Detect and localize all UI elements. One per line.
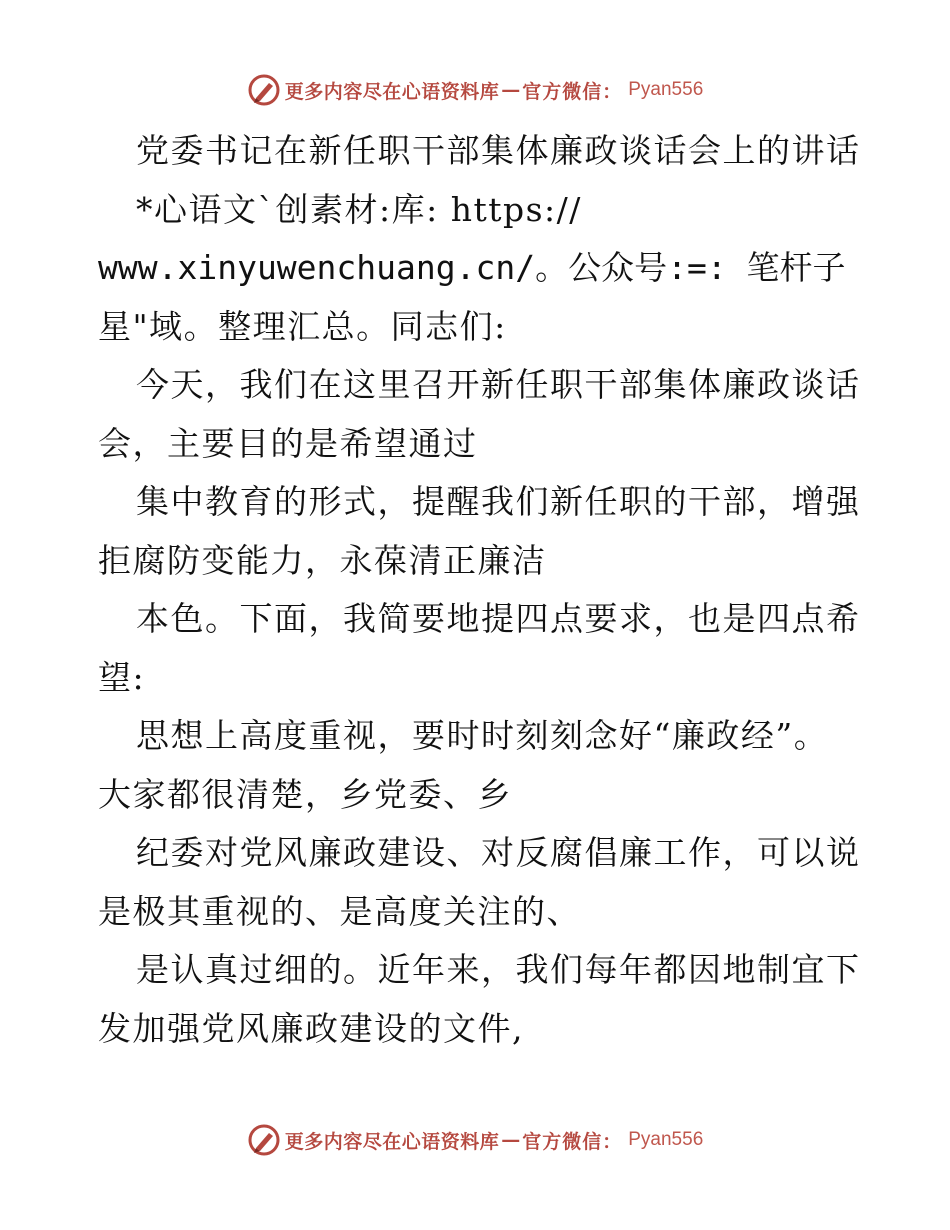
text-line: www.xinyuwenchuang.cn/。公众号:=: 笔杆子	[98, 248, 846, 287]
banner-site-text: 更多内容尽在心语资料库	[284, 1130, 500, 1153]
banner-wechat-label: 官方微信：	[522, 80, 623, 103]
banner-separator: —	[501, 1129, 521, 1151]
text-line: 拒腐防变能力，永葆清正廉洁	[98, 540, 547, 580]
text-line: 本色。下面，我简要地提四点要求，也是四点希	[136, 599, 861, 638]
text-line: 是极其重视的、是高度关注的、	[98, 891, 581, 931]
document-body	[98, 122, 861, 1058]
text-line: 思想上高度重视，要时时刻刻念好“廉政经”。	[136, 716, 829, 755]
banner-site-text: 更多内容尽在心语资料库	[284, 80, 500, 103]
text-line: 大家都很清楚，乡党委、乡	[98, 774, 512, 814]
banner-wechat-id: Pyan556	[628, 79, 704, 100]
text-line: 发加强党风廉政建设的文件,	[98, 1008, 524, 1048]
banner-wechat-label: 官方微信：	[522, 1130, 623, 1153]
text-line: 会，主要目的是希望通过	[98, 423, 478, 463]
footer-watermark-banner	[0, 1120, 950, 1160]
pen-logo-icon	[247, 73, 281, 107]
text-line: 今天，我们在这里召开新任职干部集体廉政谈话	[136, 365, 861, 404]
text-line: 星"域。整理汇总。同志们:	[98, 306, 507, 346]
text-line: 纪委对党风廉政建设、对反腐倡廉工作，可以说	[136, 833, 861, 872]
pen-logo-icon	[247, 1123, 281, 1157]
banner-separator: —	[501, 79, 521, 101]
text-line: 望:	[98, 657, 146, 697]
header-watermark-banner	[0, 70, 950, 110]
text-line: *心语文ˋ创素材:库: https://	[136, 189, 582, 229]
text-line: 集中教育的形式，提醒我们新任职的干部，增强	[136, 482, 861, 521]
banner-wechat-id: Pyan556	[628, 1129, 704, 1150]
document-title: 党委书记在新任职干部集体廉政谈话会上的讲话	[136, 131, 861, 170]
text-line: 是认真过细的。近年来，我们每年都因地制宜下	[136, 950, 861, 989]
